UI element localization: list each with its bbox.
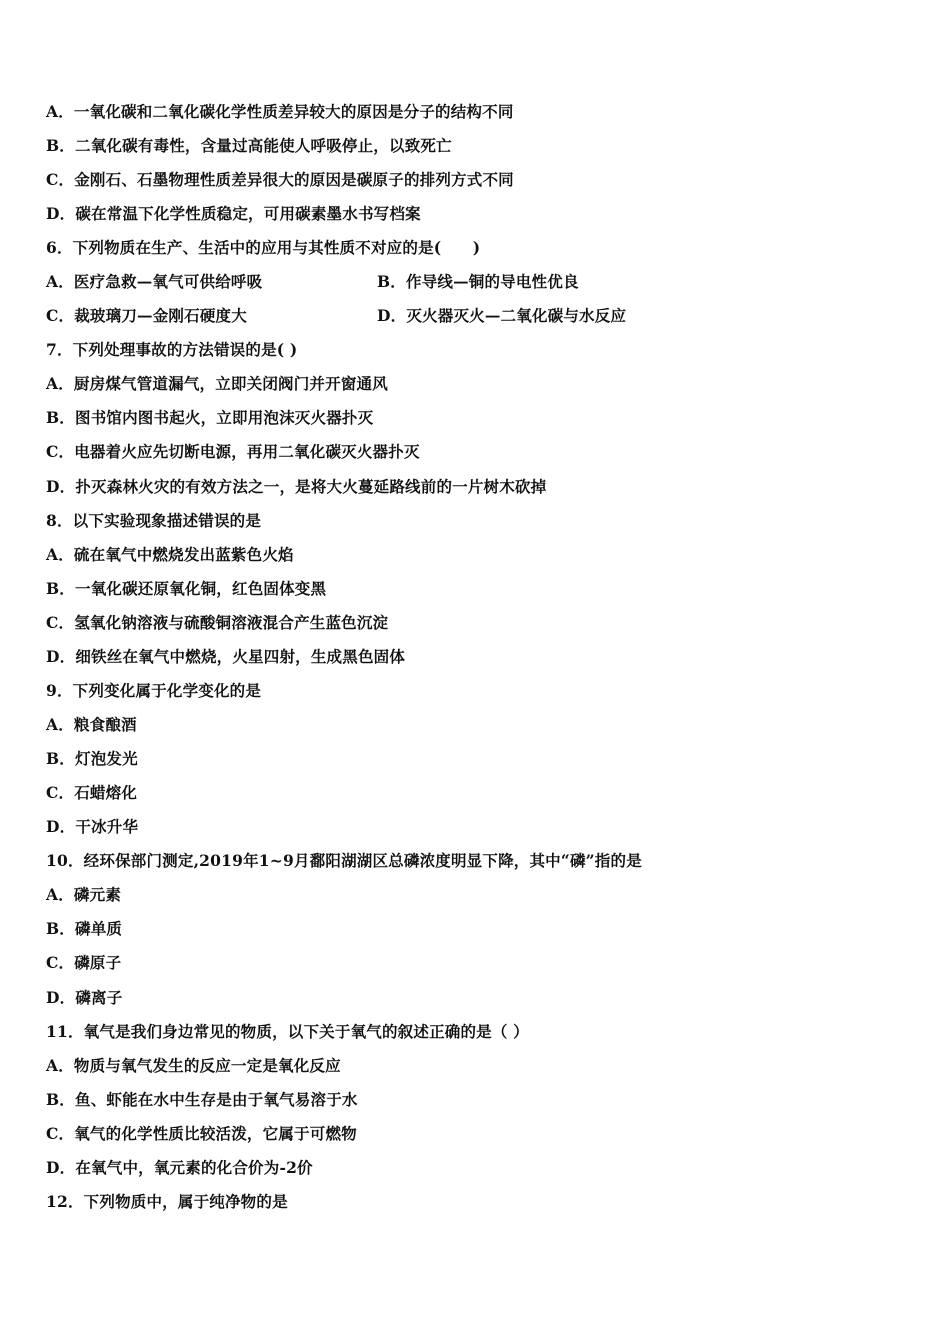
q10-option-b: B．磷单质 [46, 919, 123, 938]
q8-option-b: B．一氧化碳还原氧化铜，红色固体变黑 [46, 579, 327, 598]
q9-option-c: C．石蜡熔化 [46, 783, 138, 802]
q11-option-a: A．物质与氧气发生的反应一定是氧化反应 [46, 1056, 341, 1075]
q11-option-d: D．在氧气中，氧元素的化合价为-2价 [46, 1158, 313, 1177]
q7-option-a: A．厨房煤气管道漏气，立即关闭阀门并开窗通风 [46, 374, 388, 393]
q8-option-c: C．氢氧化钠溶液与硫酸铜溶液混合产生蓝色沉淀 [46, 613, 389, 632]
q7-option-b: B．图书馆内图书起火，立即用泡沫灭火器扑灭 [46, 408, 374, 427]
q9-stem: 9．下列变化属于化学变化的是 [46, 681, 262, 700]
q6-option-a: A．医疗急救—氧气可供给呼吸 [46, 272, 263, 291]
q6-stem: 6．下列物质在生产、生活中的应用与其性质不对应的是( ) [46, 238, 481, 257]
q12-stem: 12．下列物质中，属于纯净物的是 [46, 1192, 288, 1211]
q10-stem: 10．经环保部门测定,2019年1~9月鄱阳湖湖区总磷浓度明显下降，其中“磷”指的是 [46, 851, 642, 870]
q10-option-d: D．磷离子 [46, 988, 123, 1007]
q8-option-a: A．硫在氧气中燃烧发出蓝紫色火焰 [46, 545, 294, 564]
q6-option-c: C．裁玻璃刀—金刚石硬度大 [46, 306, 247, 325]
q7-option-c: C．电器着火应先切断电源，再用二氧化碳灭火器扑灭 [46, 442, 420, 461]
q5-option-a: A．一氧化碳和二氧化碳化学性质差异较大的原因是分子的结构不同 [46, 102, 514, 121]
q8-option-d: D．细铁丝在氧气中燃烧，火星四射，生成黑色固体 [46, 647, 406, 666]
q5-option-d: D．碳在常温下化学性质稳定，可用碳素墨水书写档案 [46, 204, 421, 223]
q5-option-c: C．金刚石、石墨物理性质差异很大的原因是碳原子的排列方式不同 [46, 170, 514, 189]
q9-option-d: D．干冰升华 [46, 817, 139, 836]
q6-option-b: B．作导线—铜的导电性优良 [377, 272, 579, 291]
q11-option-c: C．氧气的化学性质比较活泼，它属于可燃物 [46, 1124, 357, 1143]
q10-option-a: A．磷元素 [46, 885, 122, 904]
q5-option-b: B．二氧化碳有毒性，含量过高能使人呼吸停止，以致死亡 [46, 136, 452, 155]
q7-stem: 7．下列处理事故的方法错误的是( ) [46, 340, 298, 359]
q8-stem: 8．以下实验现象描述错误的是 [46, 511, 262, 530]
q10-option-c: C．磷原子 [46, 953, 122, 972]
q9-option-b: B．灯泡发光 [46, 749, 138, 768]
q11-stem: 11．氧气是我们身边常见的物质，以下关于氧气的叙述正确的是（ ） [46, 1022, 529, 1041]
q7-option-d: D．扑灭森林火灾的有效方法之一，是将大火蔓延路线前的一片树木砍掉 [46, 477, 547, 496]
q11-option-b: B．鱼、虾能在水中生存是由于氧气易溶于水 [46, 1090, 358, 1109]
q6-option-d: D．灭火器灭火—二氧化碳与水反应 [377, 306, 627, 325]
q9-option-a: A．粮食酿酒 [46, 715, 137, 734]
